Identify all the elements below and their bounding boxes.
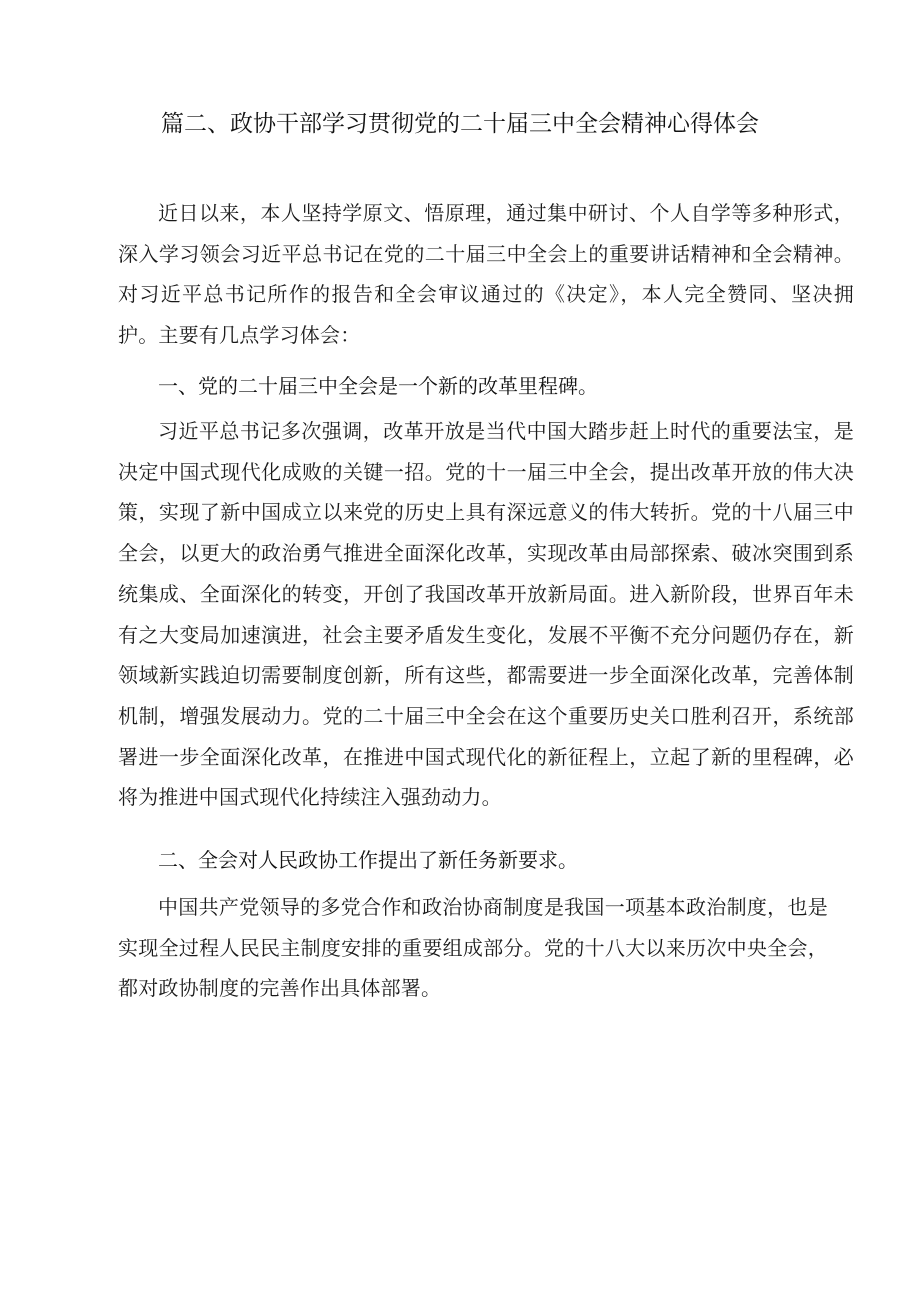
document-title: 篇二、政协干部学习贯彻党的二十届三中全会精神心得体会 [161, 111, 759, 137]
intro-paragraph: 近日以来，本人坚持学原文、悟原理，通过集中研讨、个人自学等多种形式，深入学习领会习近平总书记在党的二十届三中全会上的重要讲话精神和全会精神。对习近平总书记所作的报告和全会审议通过的《决定》，本人完全赞同、坚决拥护。主要有几点学习体会： [118, 201, 854, 348]
section-heading-1: 一、党的二十届三中全会是一个新的改革里程碑。 [158, 374, 598, 398]
section-paragraph-2: 中国共产党领导的多党合作和政治协商制度是我国一项基本政治制度，也是实现全过程人民民主制度安排的重要组成部分。党的十八大以来历次中央全会，都对政协制度的完善作出具体部署。 [118, 895, 828, 1001]
section-paragraph-1: 习近平总书记多次强调，改革开放是当代中国大踏步赶上时代的重要法宝，是决定中国式现代化成败的关键一招。党的十一届三中全会，提出改革开放的伟大决策，实现了新中国成立以来党的历史上具有深远意义的伟大转折。党的十八届三中全会，以更大的政治勇气推进全面深化改革，实现改革由局部探索、破冰突围到系统集成、全面深化的转变，开创了我国改革开放新局面。进入新阶段，世界百年未有之大变局加速演进，社会主要矛盾发生变化，发展不平衡不充分问题仍存在，新领域新实践迫切需要制度创新，所有这些，都需要进一步全面深化改革，完善体制机制，增强发展动力。党的二十届三中全会在这个重要历史关口胜利召开，系统部署进一步全面深化改革，在推进中国式现代化的新征程上，立起了新的里程碑，必将为推进中国式现代化持续注入强劲动力。 [118, 419, 854, 810]
section-heading-2: 二、全会对人民政协工作提出了新任务新要求。 [158, 848, 578, 872]
